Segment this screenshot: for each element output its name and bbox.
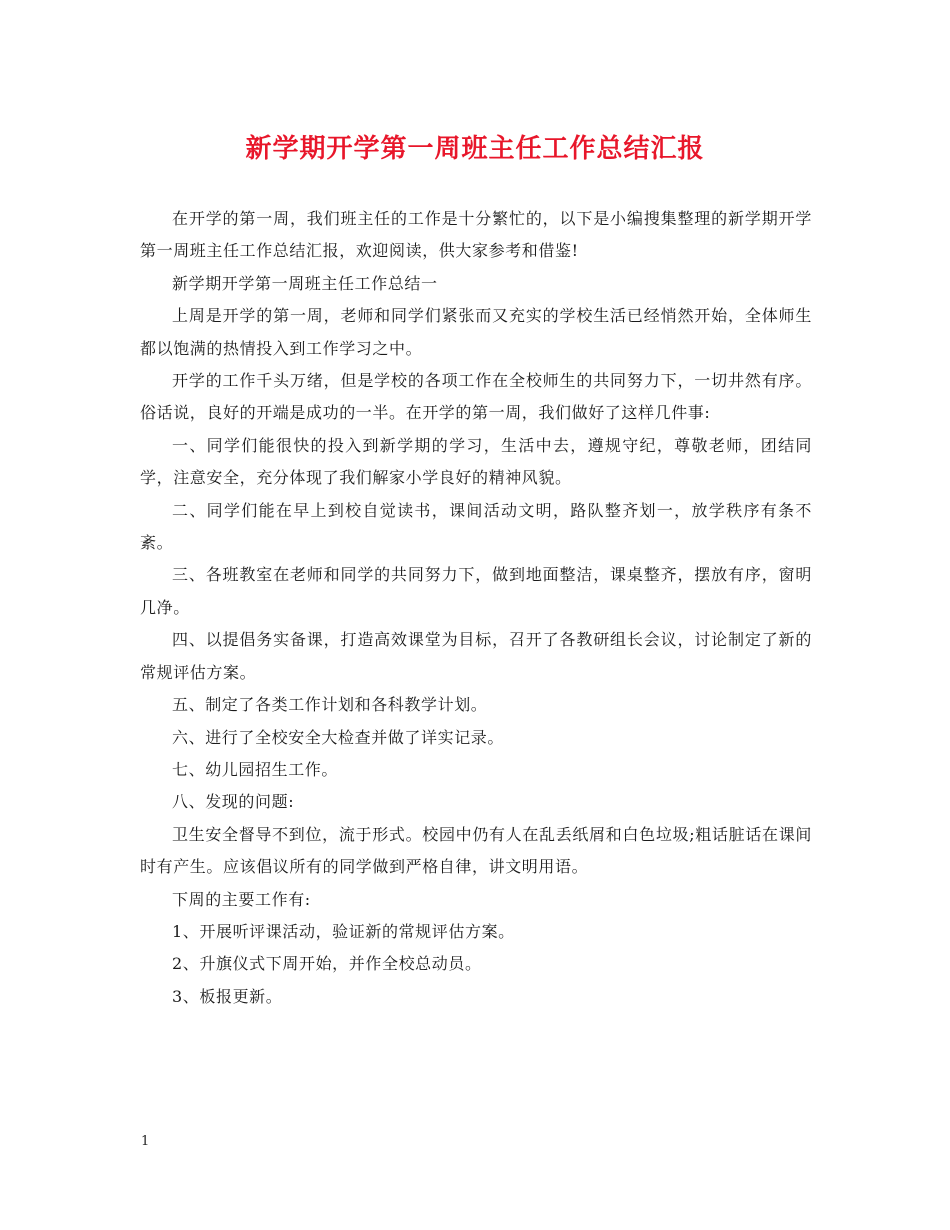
document-body (140, 203, 812, 1013)
paragraph: 开学的工作千头万绪，但是学校的各项工作在全校师生的共同努力下，一切井然有序。俗话说，良好的开端是成功的一半。在开学的第一周，我们做好了这样几件事: (140, 371, 812, 423)
list-item: 五、制定了各类工作计划和各科教学计划。 (172, 695, 488, 715)
list-item: 1、开展听评课活动，验证新的常规评估方案。 (172, 921, 515, 941)
page-number: 1 (141, 1134, 150, 1149)
list-item: 二、同学们能在早上到校自觉读书，课间活动文明，路队整齐划一，放学秩序有条不紊。 (140, 500, 812, 553)
list-item: 3、板报更新。 (172, 986, 283, 1006)
list-item: 2、升旗仪式下周开始，并作全校总动员。 (172, 954, 482, 974)
section-heading-1: 新学期开学第一周班主任工作总结一 (172, 273, 438, 293)
list-item: 八、发现的问题: (172, 792, 295, 812)
list-item: 三、各班教室在老师和同学的共同努力下，做到地面整洁，课桌整齐，摆放有序，窗明几净。 (140, 565, 812, 617)
list-item: 六、进行了全校安全大检查并做了详实记录。 (172, 727, 505, 747)
document-title: 新学期开学第一周班主任工作总结汇报 (245, 134, 705, 164)
list-item: 一、同学们能很快的投入到新学期的学习，生活中去，遵规守纪，尊敬老师，团结同学，注意安全，充分体现了我们解家小学良好的精神风貌。 (140, 435, 812, 488)
paragraph: 上周是开学的第一周，老师和同学们紧张而又充实的学校生活已经悄然开始，全体师生都以饱满的热情投入到工作学习之中。 (140, 306, 812, 358)
list-item: 七、幼儿园招生工作。 (172, 759, 339, 779)
list-item: 四、以提倡务实备课，打造高效课堂为目标，召开了各教研组长会议，讨论制定了新的常规评估方案。 (140, 630, 812, 682)
paragraph-intro: 在开学的第一周，我们班主任的工作是十分繁忙的，以下是小编搜集整理的新学期开学第一周班主任工作总结汇报，欢迎阅读，供大家参考和借鉴! (140, 209, 812, 261)
paragraph: 下周的主要工作有: (172, 889, 311, 909)
paragraph: 卫生安全督导不到位，流于形式。校园中仍有人在乱丢纸屑和白色垃圾;粗话脏话在课间时有产生。应该倡议所有的同学做到严格自律，讲文明用语。 (140, 824, 812, 877)
